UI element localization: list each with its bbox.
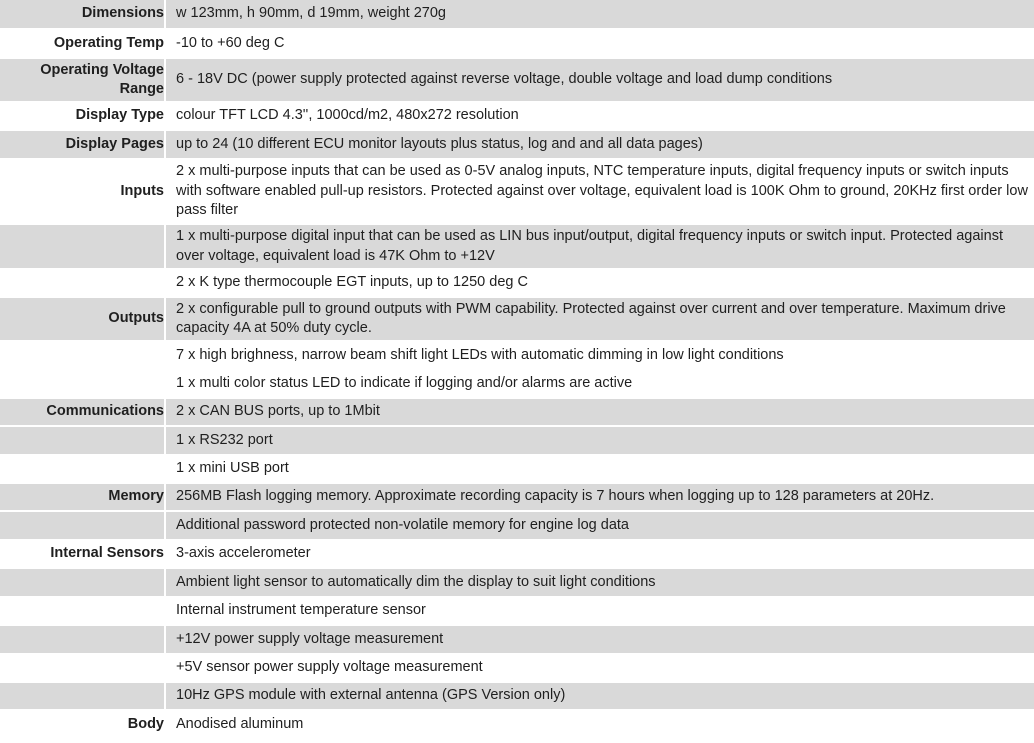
spec-label: Outputs xyxy=(0,297,165,341)
spec-row xyxy=(0,540,1034,568)
spec-row xyxy=(0,269,1034,297)
spec-label: Display Pages xyxy=(0,130,165,159)
spec-label: Dimensions xyxy=(0,0,165,29)
spec-row xyxy=(0,102,1034,130)
spec-label xyxy=(0,370,165,398)
spec-value: Additional password protected non-volatile memory for engine log data xyxy=(165,511,1034,540)
spec-label xyxy=(0,269,165,297)
spec-label: Communications xyxy=(0,398,165,426)
spec-value: Ambient light sensor to automatically dim the display to suit light conditions xyxy=(165,568,1034,597)
spec-value: +5V sensor power supply voltage measurement xyxy=(165,654,1034,682)
spec-value: Anodised aluminum xyxy=(165,710,1034,739)
spec-label xyxy=(0,654,165,682)
spec-row xyxy=(0,597,1034,625)
spec-value: 256MB Flash logging memory. Approximate recording capacity is 7 hours when logging up to 128 parameters at 20Hz. xyxy=(165,483,1034,511)
spec-label xyxy=(0,682,165,710)
spec-value: up to 24 (10 different ECU monitor layouts plus status, log and and all data pages) xyxy=(165,130,1034,159)
spec-row xyxy=(0,625,1034,654)
spec-value: 6 - 18V DC (power supply protected against reverse voltage, double voltage and load dump conditions xyxy=(165,58,1034,102)
spec-value: Internal instrument temperature sensor xyxy=(165,597,1034,625)
spec-label: Body xyxy=(0,710,165,739)
spec-row xyxy=(0,455,1034,483)
spec-label xyxy=(0,455,165,483)
spec-row xyxy=(0,568,1034,597)
spec-row xyxy=(0,159,1034,224)
spec-row xyxy=(0,654,1034,682)
spec-row xyxy=(0,0,1034,29)
spec-row xyxy=(0,398,1034,426)
spec-value: 1 x multi color status LED to indicate if logging and/or alarms are active xyxy=(165,370,1034,398)
spec-value: w 123mm, h 90mm, d 19mm, weight 270g xyxy=(165,0,1034,29)
spec-row xyxy=(0,297,1034,341)
spec-label xyxy=(0,625,165,654)
spec-row xyxy=(0,710,1034,739)
spec-value: 3-axis accelerometer xyxy=(165,540,1034,568)
spec-value: 2 x CAN BUS ports, up to 1Mbit xyxy=(165,398,1034,426)
spec-value: 2 x configurable pull to ground outputs with PWM capability. Protected against over current and over temperature. Maximum drive capacity 4A at 50% duty cycle. xyxy=(165,297,1034,341)
spec-row xyxy=(0,370,1034,398)
spec-label: Operating Temp xyxy=(0,29,165,58)
spec-label: Internal Sensors xyxy=(0,540,165,568)
spec-row xyxy=(0,58,1034,102)
spec-row xyxy=(0,224,1034,269)
spec-label xyxy=(0,568,165,597)
spec-label xyxy=(0,224,165,269)
spec-label xyxy=(0,341,165,370)
spec-value: 2 x multi-purpose inputs that can be used as 0-5V analog inputs, NTC temperature inputs, digital frequency inputs or switch inputs with software enabled pull-up resistors. Protected against over voltage, equivalent load is 100K Ohm to ground, 20KHz first order low pass filter xyxy=(165,159,1034,224)
spec-value: 7 x high brighness, narrow beam shift light LEDs with automatic dimming in low light conditions xyxy=(165,341,1034,370)
spec-value: 1 x mini USB port xyxy=(165,455,1034,483)
spec-value: colour TFT LCD 4.3'', 1000cd/m2, 480x272 resolution xyxy=(165,102,1034,130)
spec-value: 2 x K type thermocouple EGT inputs, up to 1250 deg C xyxy=(165,269,1034,297)
spec-label xyxy=(0,511,165,540)
spec-label xyxy=(0,426,165,455)
spec-value: -10 to +60 deg C xyxy=(165,29,1034,58)
spec-row xyxy=(0,341,1034,370)
spec-row xyxy=(0,426,1034,455)
spec-label xyxy=(0,597,165,625)
spec-row xyxy=(0,483,1034,511)
spec-row xyxy=(0,130,1034,159)
spec-label: Display Type xyxy=(0,102,165,130)
spec-label: Operating Voltage Range xyxy=(0,58,165,102)
spec-label: Inputs xyxy=(0,159,165,224)
spec-value: 10Hz GPS module with external antenna (GPS Version only) xyxy=(165,682,1034,710)
spec-row xyxy=(0,511,1034,540)
spec-label: Memory xyxy=(0,483,165,511)
spec-row xyxy=(0,682,1034,710)
spec-value: 1 x RS232 port xyxy=(165,426,1034,455)
spec-value: 1 x multi-purpose digital input that can be used as LIN bus input/output, digital frequency inputs or switch input. Protected against over voltage, equivalent load is 47K Ohm to +12V xyxy=(165,224,1034,269)
spec-value: +12V power supply voltage measurement xyxy=(165,625,1034,654)
spec-row xyxy=(0,29,1034,58)
